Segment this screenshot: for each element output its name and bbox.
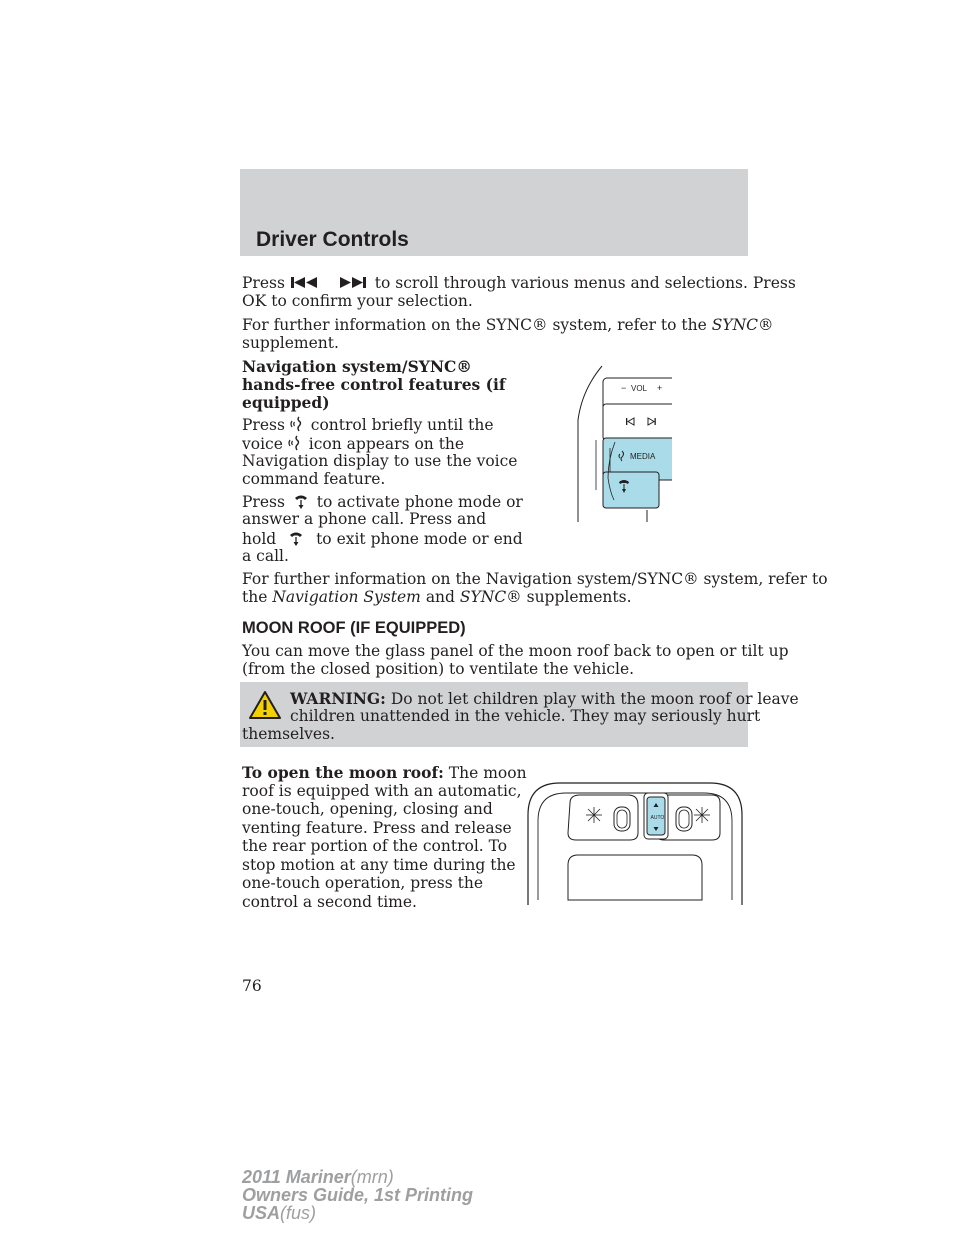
moonroof-intro-2: (from the closed position) to ventilate the vehicle. [242, 660, 635, 678]
vol-plus-label: + [657, 383, 663, 393]
further-info-nav-1: For further information on the Navigation system/SYNC® system, refer to [242, 570, 828, 588]
lamp-switch-left [614, 807, 630, 831]
lamp-switch-right [676, 807, 692, 831]
auto-label: AUTO [650, 815, 665, 821]
warning-line-2: children unattended in the vehicle. They may seriously hurt [290, 707, 761, 725]
warning-line-3: themselves. [242, 725, 335, 743]
moonroof-intro-1: You can move the glass panel of the moon roof back to open or tilt up [242, 642, 789, 660]
phone-instruction-2: answer a phone call. Press and [242, 510, 487, 528]
open-instruction-2: roof is equipped with an automatic, [242, 782, 522, 800]
print-footer [242, 1168, 473, 1222]
voice-icon [290, 415, 306, 433]
voice-instruction-2: voice icon appears on the [242, 435, 465, 453]
open-instruction-7: one-touch operation, press the [242, 874, 484, 892]
footer-region: USA(fus) [242, 1203, 317, 1223]
seek-buttons-icon [290, 273, 370, 291]
open-instruction-1: To open the moon roof: The moon [242, 763, 527, 782]
voice-instruction-1: Press control briefly until the [242, 416, 494, 434]
page-number: 76 [242, 977, 262, 995]
map-lamp-right-icon [694, 807, 710, 823]
open-instruction-5: the rear portion of the control. To [242, 837, 508, 855]
warning-line-1: WARNING: Do not let children play with the moon roof or leave [290, 689, 799, 708]
open-instruction-8: control a second time. [242, 893, 417, 911]
further-info-sync: For further information on the SYNC® system, refer to the SYNC® [242, 316, 774, 334]
section-title: Driver Controls [256, 228, 409, 251]
vol-label: VOL [631, 384, 648, 393]
phone-icon [281, 529, 311, 547]
nav-heading-3: equipped) [242, 393, 330, 412]
phone-icon [290, 492, 312, 510]
further-info-nav-2: the Navigation System and SYNC® supplements. [242, 588, 632, 606]
overhead-console-figure [520, 775, 750, 910]
moonroof-heading: MOON ROOF (IF EQUIPPED) [242, 619, 466, 637]
open-instruction-6: stop motion at any time during the [242, 856, 516, 874]
open-instruction-4: venting feature. Press and release [242, 819, 512, 837]
phone-instruction-3: hold to exit phone mode or end [242, 530, 523, 548]
map-lamp-left-icon [586, 807, 602, 823]
ok-instruction: OK to confirm your selection. [242, 292, 473, 310]
scroll-instruction: Press to scroll through various menus and selections. Press [242, 274, 796, 292]
nav-heading-2: hands-free control features (if [242, 375, 506, 394]
further-info-sync-end: supplement. [242, 334, 339, 352]
open-instruction-3: one-touch, opening, closing and [242, 800, 493, 818]
warning-triangle-icon [248, 690, 282, 720]
voice-icon [288, 434, 304, 452]
phone-instruction-4: a call. [242, 547, 289, 565]
phone-instruction-1: Press to activate phone mode or [242, 493, 523, 511]
footer-guide: Owners Guide, 1st Printing [242, 1185, 474, 1205]
vol-minus-label: − [621, 383, 627, 393]
nav-heading-1: Navigation system/SYNC® [242, 357, 472, 376]
footer-model: 2011 Mariner(mrn) [242, 1167, 394, 1187]
voice-instruction-4: command feature. [242, 470, 386, 488]
media-label: MEDIA [630, 452, 656, 461]
steering-wheel-controls-figure [572, 360, 672, 525]
voice-instruction-3: Navigation display to use the voice [242, 452, 518, 470]
